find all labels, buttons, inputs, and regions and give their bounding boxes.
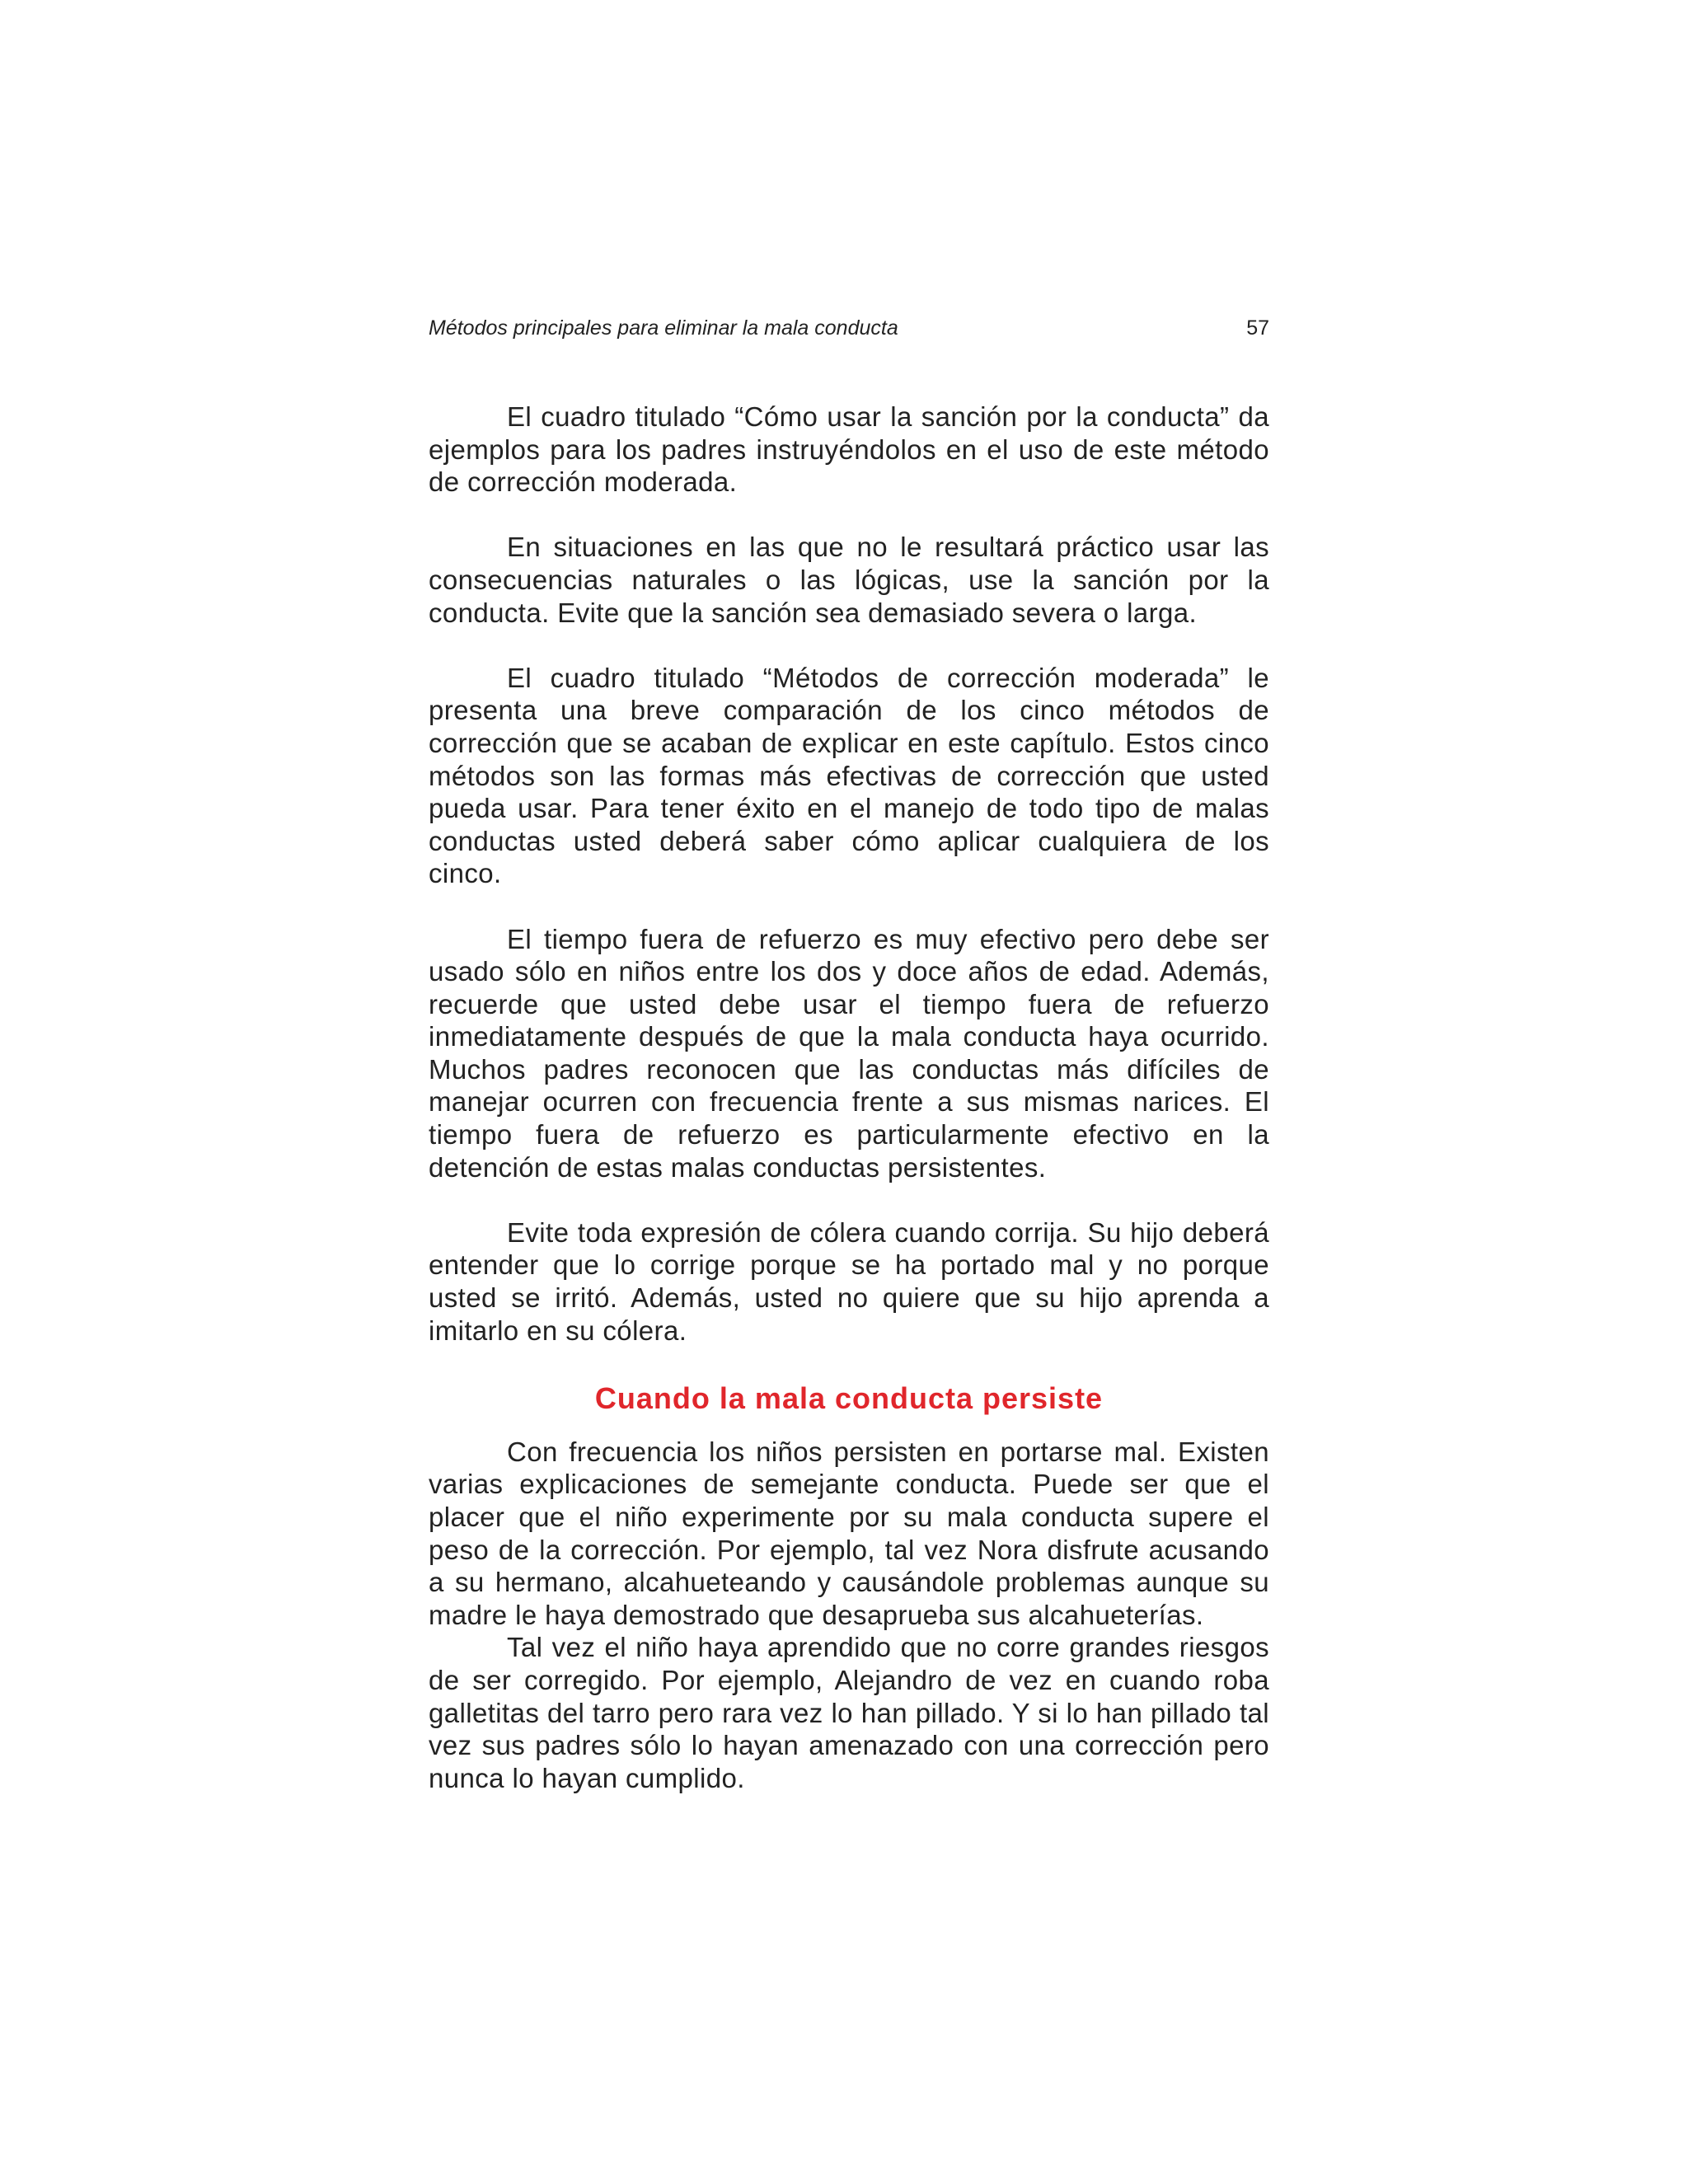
body-text [429,401,1269,1794]
paragraph: En situaciones en las que no le resultará práctico usar las consecuencias naturales o las lógicas, use la sanción por la conducta. Evite que la sanción sea demasiado severa o larga. [429,532,1269,628]
paragraph: El cuadro titulado “Cómo usar la sanción por la conducta” da ejemplos para los padres instruyéndolos en el uso de este método de corrección moderada. [429,401,1269,498]
running-title: Métodos principales para eliminar la mala conducta [429,316,898,340]
section-heading: Cuando la mala conducta persiste [594,1380,1104,1415]
page-number: 57 [1246,316,1269,340]
paragraph: El cuadro titulado “Métodos de corrección moderada” le presenta una breve comparación de los cinco métodos de corrección que se acaban de explicar en este capítulo. Estos cinco métodos son las formas más efectivas de corrección que usted pueda usar. Para tener éxito en el manejo de todo tipo de malas conductas usted deberá saber cómo aplicar cualquiera de los cinco. [429,662,1269,889]
running-header [429,312,1269,344]
paragraph: El tiempo fuera de refuerzo es muy efectivo pero debe ser usado sólo en niños entre los dos y doce años de edad. Además, recuerde que usted debe usar el tiempo fuera de refuerzo inmediatamente después de que la mala conducta haya ocurrido. Muchos padres reconocen que las conductas más difíciles de manejar ocurren con frecuencia frente a sus mismas narices. El tiempo fuera de refuerzo es particularmente efectivo en la detención de estas malas conductas persistentes. [429,923,1269,1183]
paragraph: Evite toda expresión de cólera cuando corrija. Su hijo deberá entender que lo corrige porque se ha portado mal y no porque usted se irritó. Además, usted no quiere que su hijo aprenda a imitarlo en su cólera. [429,1216,1269,1346]
paragraph: Tal vez el niño haya aprendido que no corre grandes riesgos de ser corregido. Por ejemplo, Alejandro de vez en cuando roba galletitas del tarro pero rara vez lo han pillado. Y si lo han pillado tal vez sus padres sólo lo hayan amenazado con una corrección pero nunca lo hayan cumplido. [429,1632,1269,1793]
paragraph: Con frecuencia los niños persisten en portarse mal. Existen varias explicaciones de semejante conducta. Puede ser que el placer que el niño experimente por su mala conducta supere el peso de la corrección. Por ejemplo, tal vez Nora disfrute acusando a su hermano, alcahueteando y causándole problemas aunque su madre le haya demostrado que desaprueba sus alcahueterías. [429,1436,1269,1630]
